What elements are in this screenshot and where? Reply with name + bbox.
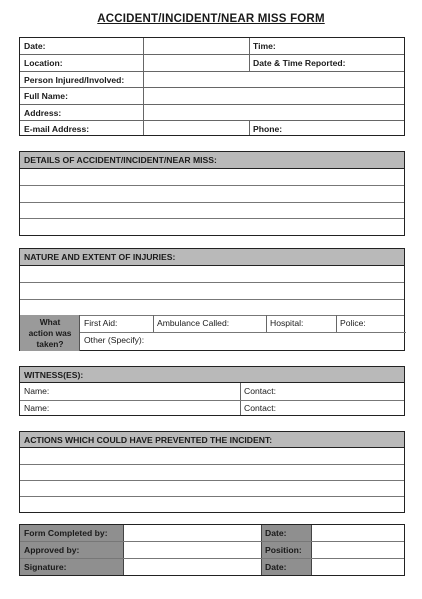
divider [240, 383, 241, 415]
location-label: Location: [24, 58, 63, 68]
blank-line [20, 282, 404, 283]
row-date-time [20, 38, 404, 54]
row-person-injured [20, 71, 404, 87]
signoff-section [19, 524, 405, 576]
blank-line [20, 202, 404, 203]
date-label: Date: [265, 562, 287, 572]
date-time-reported-label: Date & Time Reported: [253, 58, 346, 68]
form-title: ACCIDENT/INCIDENT/NEAR MISS FORM [97, 13, 325, 25]
divider [266, 315, 267, 332]
date-label: Date: [24, 41, 46, 51]
police-label: Police: [340, 318, 366, 328]
witness-contact-label: Contact: [244, 386, 277, 396]
witness-name-label: Name: [24, 403, 50, 413]
row-location [20, 54, 404, 71]
blank-line [20, 496, 404, 497]
divider [336, 315, 337, 332]
blank-line [20, 464, 404, 465]
row-address [20, 104, 404, 120]
prevention-header: ACTIONS WHICH COULD HAVE PREVENTED THE INCIDENT: [20, 432, 404, 448]
position-label: Position: [265, 545, 302, 555]
personal-details-section [19, 37, 405, 136]
witnesses-header: WITNESS(ES): [20, 367, 404, 383]
action-taken-label [20, 317, 80, 350]
blank-line [20, 400, 404, 401]
blank-line [20, 218, 404, 219]
injuries-header: NATURE AND EXTENT OF INJURIES: [20, 249, 404, 266]
divider [153, 315, 154, 332]
row-full-name [20, 87, 404, 104]
witness-name-label: Name: [24, 386, 50, 396]
date-label: Date: [265, 528, 287, 538]
blank-line [20, 299, 404, 300]
details-section [19, 151, 405, 236]
signature-label: Signature: [24, 562, 67, 572]
approved-by-label: Approved by: [24, 545, 80, 555]
blank-line [20, 558, 404, 559]
action-taken-line: action was [28, 328, 72, 338]
witness-contact-label: Contact: [244, 403, 277, 413]
first-aid-label: First Aid: [84, 318, 118, 328]
row-email-phone [20, 120, 404, 137]
phone-label: Phone: [253, 124, 283, 134]
completed-by-label: Form Completed by: [24, 528, 108, 538]
action-taken-line: What [39, 317, 61, 327]
ambulance-label: Ambulance Called: [157, 318, 230, 328]
person-injured-label: Person Injured/Involved: [24, 75, 125, 85]
other-specify-label: Other (Specify): [84, 335, 145, 345]
prevention-section [19, 431, 405, 513]
time-label: Time: [253, 41, 276, 51]
blank-line [20, 185, 404, 186]
full-name-label: Full Name: [24, 91, 68, 101]
details-header: DETAILS OF ACCIDENT/INCIDENT/NEAR MISS: [20, 152, 404, 169]
hospital-label: Hospital: [270, 318, 304, 328]
blank-line [20, 480, 404, 481]
email-label: E-mail Address: [24, 124, 90, 134]
address-label: Address: [24, 108, 62, 118]
injuries-section [19, 248, 405, 351]
witnesses-section [19, 366, 405, 416]
action-taken-line: taken? [36, 339, 64, 349]
